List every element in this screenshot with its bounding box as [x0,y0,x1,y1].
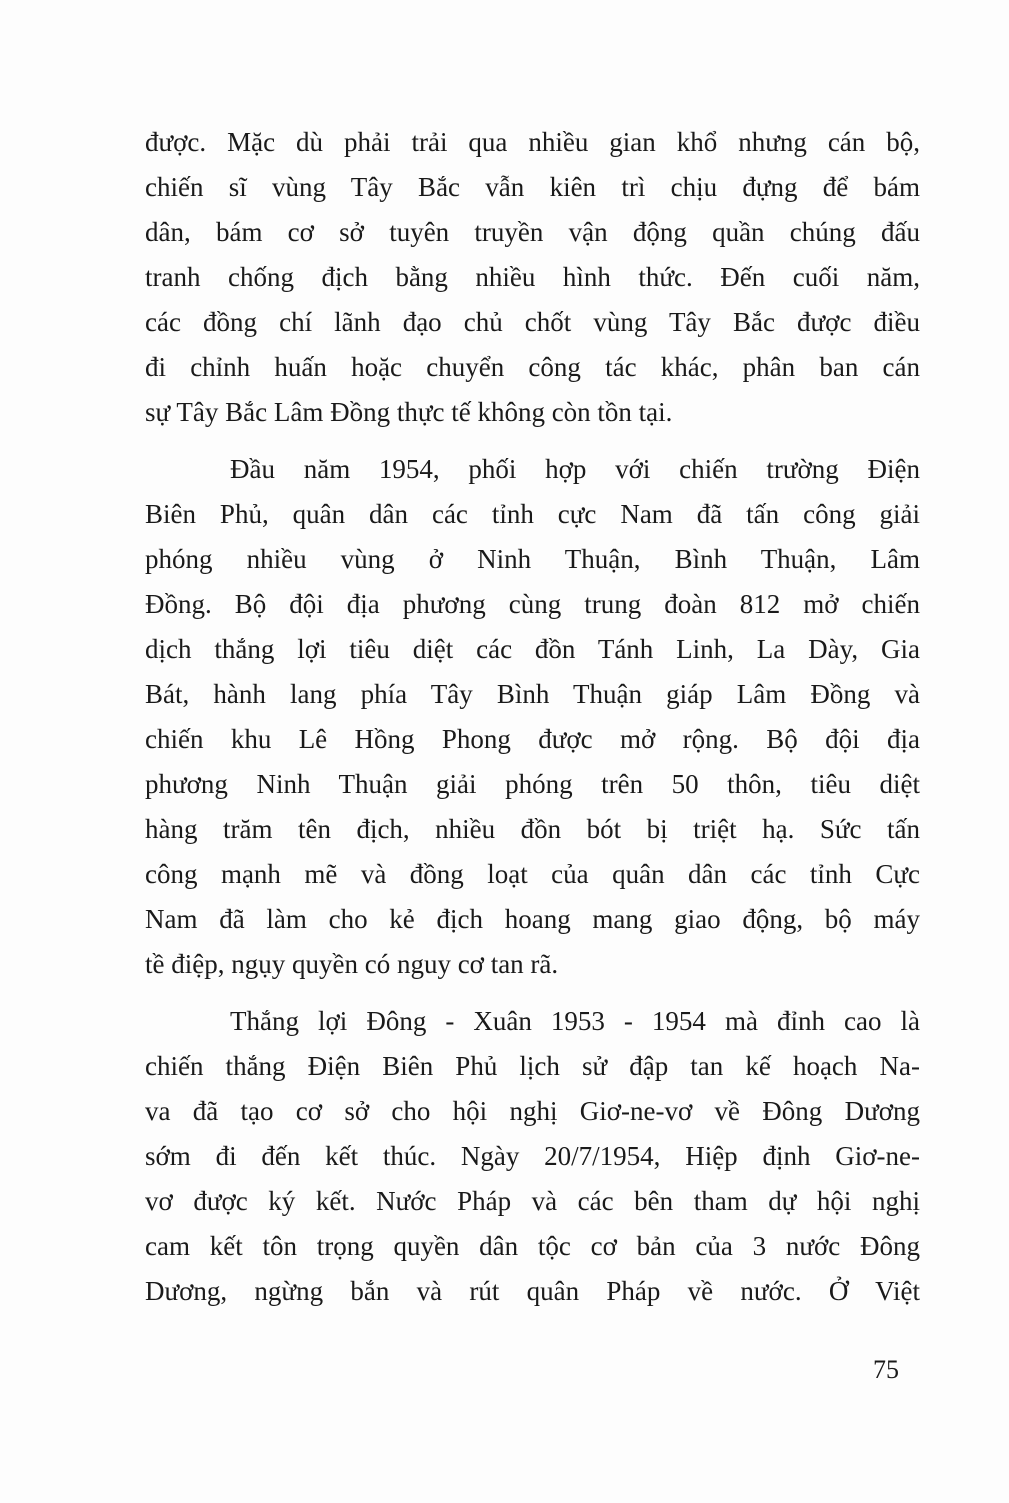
text-line: cam kết tôn trọng quyền dân tộc cơ bản của 3 nước Đông [145,1231,920,1261]
text-line: chiến sĩ vùng Tây Bắc vẫn kiên trì chịu đựng để bám [145,172,920,202]
text-line: Đồng. Bộ đội địa phương cùng trung đoàn 812 mở chiến [145,589,920,619]
paragraph [145,120,920,435]
text-line: chiến thắng Điện Biên Phủ lịch sử đập tan kế hoạch Na- [145,1051,920,1081]
paragraph-gap [145,987,920,999]
text-line: sự Tây Bắc Lâm Đồng thực tế không còn tồn tại. [145,397,673,427]
text-line: va đã tạo cơ sở cho hội nghị Giơ-ne-vơ về Đông Dương [145,1096,920,1126]
text-line: đi chỉnh huấn hoặc chuyển công tác khác, phân ban cán [145,352,920,382]
text-line: dân, bám cơ sở tuyên truyền vận động quần chúng đấu [145,217,920,247]
paragraph [145,447,920,987]
text-line: công mạnh mẽ và đồng loạt của quân dân các tỉnh Cực [145,859,920,889]
text-line: được. Mặc dù phải trải qua nhiều gian khổ nhưng cán bộ, [145,127,920,157]
text-line: Thắng lợi Đông - Xuân 1953 - 1954 mà đỉnh cao là [230,1006,920,1036]
page-number: 75 [873,1355,899,1384]
text-line: Nam đã làm cho kẻ địch hoang mang giao động, bộ máy [145,904,920,934]
text-line: phương Ninh Thuận giải phóng trên 50 thôn, tiêu diệt [145,769,920,799]
text-line: tề điệp, ngụy quyền có nguy cơ tan rã. [145,949,559,979]
text-line: tranh chống địch bằng nhiều hình thức. Đến cuối năm, [145,262,920,292]
paragraph [145,999,920,1314]
text-line: dịch thắng lợi tiêu diệt các đồn Tánh Linh, La Dày, Gia [145,634,920,664]
text-line: Bát, hành lang phía Tây Bình Thuận giáp Lâm Đồng và [145,679,920,709]
text-line: Đầu năm 1954, phối hợp với chiến trường Điện [230,454,920,484]
text-line: vơ được ký kết. Nước Pháp và các bên tham dự hội nghị [145,1186,920,1216]
text-line: chiến khu Lê Hồng Phong được mở rộng. Bộ đội địa [145,724,920,754]
text-line: Biên Phủ, quân dân các tỉnh cực Nam đã tấn công giải [145,499,920,529]
text-line: các đồng chí lãnh đạo chủ chốt vùng Tây Bắc được điều [145,307,920,337]
paragraph-gap [145,435,920,447]
text-line: sớm đi đến kết thúc. Ngày 20/7/1954, Hiệp định Giơ-ne- [145,1141,920,1171]
text-line: Dương, ngừng bắn và rút quân Pháp về nước. Ở Việt [145,1276,920,1306]
body-text [145,120,920,1314]
text-line: hàng trăm tên địch, nhiều đồn bót bị triệt hạ. Sức tấn [145,814,920,844]
text-line: phóng nhiều vùng ở Ninh Thuận, Bình Thuận, Lâm [145,544,920,574]
